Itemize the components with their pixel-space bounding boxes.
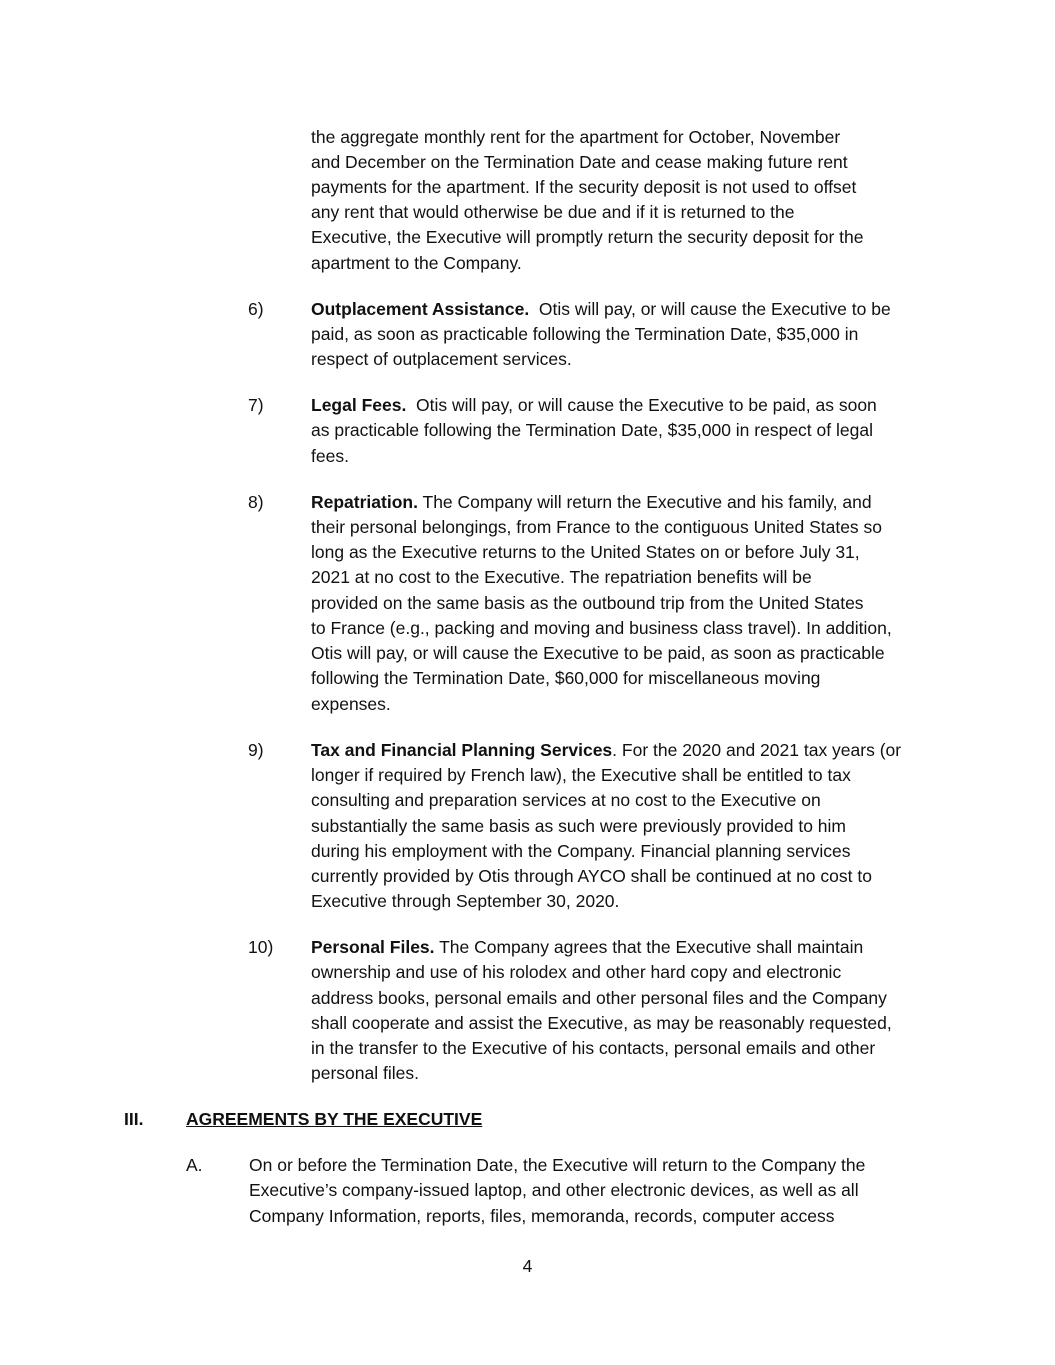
item-first-line <box>311 490 872 515</box>
item-line: personal files. <box>311 1063 419 1083</box>
item-heading: Legal Fees. <box>311 395 407 415</box>
item-text: The Company will return the Executive and his family, and <box>417 492 872 512</box>
item-line: 2021 at no cost to the Executive. The repatriation benefits will be <box>311 567 812 587</box>
item-line: consulting and preparation services at no cost to the Executive on <box>311 790 821 810</box>
item-first-line <box>311 935 863 960</box>
item-heading: Outplacement Assistance. <box>311 299 530 319</box>
item-line: currently provided by Otis through AYCO shall be continued at no cost to <box>311 866 872 886</box>
item-line: shall cooperate and assist the Executive, as may be reasonably requested, <box>311 1013 892 1033</box>
intro-line: and December on the Termination Date and cease making future rent <box>311 152 848 172</box>
intro-line: any rent that would otherwise be due and if it is returned to the <box>311 202 795 222</box>
item-line: ownership and use of his rolodex and other hard copy and electronic <box>311 962 842 982</box>
item-line: as practicable following the Termination Date, $35,000 in respect of legal <box>311 420 873 440</box>
item-text: . For the 2020 and 2021 tax years (or <box>612 740 902 760</box>
item-first-line <box>311 297 891 322</box>
item-first-line <box>311 738 901 763</box>
item-number: 9) <box>248 740 264 760</box>
subsection-line: On or before the Termination Date, the Executive will return to the Company the <box>249 1155 866 1175</box>
item-number: 6) <box>248 299 264 319</box>
item-line: their personal belongings, from France to the contiguous United States so <box>311 517 883 537</box>
item-line: fees. <box>311 446 349 466</box>
item-line: Otis will pay, or will cause the Executive to be paid, as soon as practicable <box>311 643 885 663</box>
item-line: substantially the same basis as such were previously provided to him <box>311 816 846 836</box>
section-title: AGREEMENTS BY THE EXECUTIVE <box>186 1109 483 1129</box>
item-line: to France (e.g., packing and moving and business class travel). In addition, <box>311 618 892 638</box>
page-number: 4 <box>522 1256 533 1276</box>
item-text: Otis will pay, or will cause the Executive to be paid, as soon <box>406 395 877 415</box>
item-heading: Tax and Financial Planning Services <box>311 740 613 760</box>
item-line: respect of outplacement services. <box>311 349 572 369</box>
item-number: 10) <box>248 937 274 957</box>
item-number: 7) <box>248 395 264 415</box>
item-text: The Company agrees that the Executive shall maintain <box>434 937 864 957</box>
item-first-line <box>311 393 877 418</box>
item-line: following the Termination Date, $60,000 for miscellaneous moving <box>311 668 821 688</box>
item-line: longer if required by French law), the Executive shall be entitled to tax <box>311 765 851 785</box>
item-heading: Repatriation. <box>311 492 418 512</box>
intro-line: the aggregate monthly rent for the apartment for October, November <box>311 127 841 147</box>
item-line: address books, personal emails and other personal files and the Company <box>311 988 887 1008</box>
item-text: Otis will pay, or will cause the Executive to be <box>529 299 891 319</box>
item-line: paid, as soon as practicable following the Termination Date, $35,000 in <box>311 324 859 344</box>
item-line: during his employment with the Company. Financial planning services <box>311 841 851 861</box>
intro-line: Executive, the Executive will promptly return the security deposit for the <box>311 227 864 247</box>
subsection-line: Company Information, reports, files, memoranda, records, computer access <box>249 1206 835 1226</box>
item-heading: Personal Files. <box>311 937 435 957</box>
subsection-line: Executive’s company-issued laptop, and other electronic devices, as well as all <box>249 1180 859 1200</box>
intro-line: apartment to the Company. <box>311 253 522 273</box>
item-line: provided on the same basis as the outbound trip from the United States <box>311 593 864 613</box>
item-number: 8) <box>248 492 264 512</box>
item-line: long as the Executive returns to the United States on or before July 31, <box>311 542 860 562</box>
item-line: Executive through September 30, 2020. <box>311 891 620 911</box>
intro-line: payments for the apartment. If the security deposit is not used to offset <box>311 177 857 197</box>
subsection-letter: A. <box>186 1155 203 1175</box>
item-line: in the transfer to the Executive of his contacts, personal emails and other <box>311 1038 876 1058</box>
section-number: III. <box>124 1109 144 1129</box>
item-line: expenses. <box>311 694 391 714</box>
